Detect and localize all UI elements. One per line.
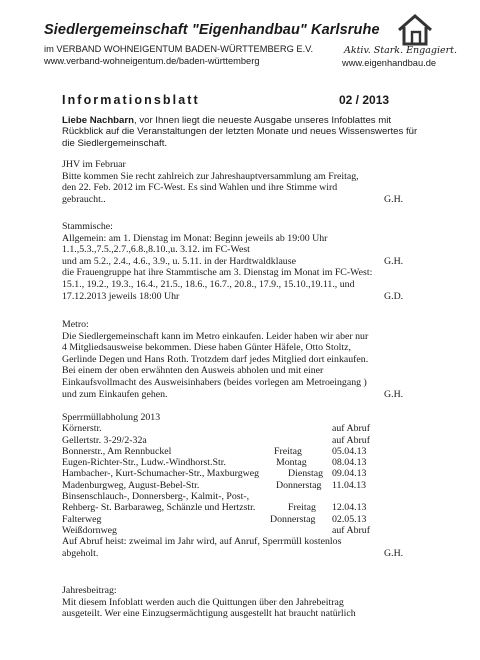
stamm-signature: G.D. — [384, 290, 404, 302]
jhv-signature: G.H. — [384, 193, 404, 205]
beitrag-heading: Jahresbeitrag: — [62, 585, 117, 596]
metro-line: und zum Einkaufen gehen. — [62, 388, 168, 400]
metro-line: 4 Mitgliedsausweise bekommen. Diese haben Günter Häfele, Otto Stoltz, — [62, 342, 351, 354]
jhv-line: den 22. Feb. 2012 im FC-West. Es sind Wahlen und ihre Stimme wird — [62, 182, 338, 194]
beitrag-line: ausgeteilt. Wer eine Einzugsermächtigung ausgestellt hat braucht natürlich — [62, 608, 356, 620]
sperr-date: 08.04.13 — [332, 457, 367, 469]
metro-heading: Metro: — [62, 319, 89, 330]
section-jahresbeitrag — [62, 585, 420, 620]
stamm-line: 15.1., 19.2., 19.3., 16.4., 21.5., 18.6., 16.7., 20.8., 17.9., 15.10.,19.11., und — [62, 278, 355, 290]
jhv-heading: JHV im Februar — [62, 159, 126, 170]
sperr-date: 11.04.13 — [332, 479, 367, 491]
sperr-date: 12.04.13 — [332, 502, 367, 514]
metro-signature: G.H. — [384, 388, 404, 400]
issue-number: 02 / 2013 — [339, 93, 390, 107]
verband-url[interactable]: www.verband-wohneigentum.de/baden-württemberg — [44, 56, 260, 66]
sperr-street: Falterweg — [62, 513, 102, 525]
sperr-heading: Sperrmüllabholung 2013 — [62, 412, 161, 423]
sperr-date: auf Abruf — [332, 423, 370, 435]
stamm-heading: Stammische: — [62, 221, 113, 232]
intro-greeting: Liebe Nachbarn — [62, 115, 134, 126]
sperr-note: Auf Abruf heist: zweimal im Jahr wird, auf Anruf, Sperrmüll kostenlos — [62, 536, 342, 548]
sperr-day: Montag — [276, 457, 307, 469]
sperr-note: abgeholt. — [62, 547, 99, 559]
intro-paragraph — [62, 115, 418, 149]
verband-line: im VERBAND WOHNEIGENTUM BADEN-WÜRTTEMBERG E.V. — [44, 44, 314, 54]
sperr-day: Freitag — [288, 502, 316, 514]
sperr-date: 09.04.13 — [332, 468, 367, 480]
metro-line: Bei einem der oben erwähnten den Ausweis abholen und mit einer — [62, 365, 324, 377]
sperr-street: Bonnerstr., Am Rennbuckel — [62, 445, 172, 457]
sperr-date: auf Abruf — [332, 524, 370, 536]
beitrag-line: Mit diesem Infoblatt werden auch die Quittungen über den Jahrebeitrag — [62, 596, 344, 608]
sperr-day: Freitag — [274, 445, 302, 457]
sperr-street: Rehberg- St. Barbaraweg, Schänzle und Hertzstr. — [62, 502, 256, 514]
section-jhv — [62, 159, 420, 205]
sperr-day: Dienstag — [288, 468, 323, 480]
page-title: Informationsblatt — [62, 93, 200, 107]
section-sperrmuell — [62, 412, 420, 559]
metro-line: Einkaufsvollmacht des Ausweisinhabers (beides vorlegen am Metroeingang ) — [62, 376, 367, 388]
sperr-date: 05.04.13 — [332, 445, 367, 457]
sperr-street: Weißdornweg — [62, 524, 117, 536]
stamm-line: die Frauengruppe hat ihre Stammtische am 3. Dienstag im Monat im FC-West: — [62, 267, 373, 279]
metro-line: Gerlinde Degen und Hans Roth. Trotzdem darf jedes Mitglied dort einkaufen. — [62, 353, 369, 365]
org-title: Siedlergemeinschaft "Eigenhandbau" Karlsruhe — [44, 22, 380, 38]
metro-line: Die Siedlergemeinschaft kann im Metro einkaufen. Leider haben wir aber nur — [62, 330, 369, 342]
jhv-line: Bitte kommen Sie recht zahlreich zur Jahreshauptversammlung am Freitag, — [62, 170, 359, 182]
sperr-street: Binsenschlauch-, Donnersberg-, Kalmit-, Post-, — [62, 491, 250, 503]
section-stammtische — [62, 221, 420, 302]
intro-text: , vor Ihnen liegt die neueste Ausgabe unseres Infoblattes mit Rückblick auf die Veranstaltungen der letzten Monate und neues Wissenswertes für die Siedlergemeinschaft. — [62, 115, 418, 149]
sperr-street: Hambacher-, Kurt-Schumacher-Str., Maxburgweg — [62, 468, 260, 480]
sperr-date: auf Abruf — [332, 434, 370, 446]
tagline: Aktiv. Stark. Engagiert. — [344, 45, 457, 56]
sperr-signature: G.H. — [384, 547, 404, 559]
sperr-day: Donnerstag — [270, 513, 316, 525]
sperr-street: Eugen-Richter-Str., Ludw.-Windhorst.Str. — [62, 457, 226, 469]
sperr-day: Donnerstag — [276, 479, 322, 491]
jhv-line: gebraucht.. — [62, 193, 106, 205]
sperr-street: Madenburgweg, August-Bebel-Str. — [62, 479, 200, 491]
house-icon — [395, 13, 435, 47]
site-url[interactable]: www.eigenhandbau.de — [342, 58, 437, 68]
sperr-date: 02.05.13 — [332, 513, 367, 525]
stamm-line: Allgemein: am 1. Dienstag im Monat: Beginn jeweils ab 19:00 Uhr — [62, 232, 328, 244]
section-metro — [62, 319, 420, 400]
sperr-street: Körnerstr. — [62, 423, 102, 435]
stamm-line: 17.12.2013 jeweils 18:00 Uhr — [62, 290, 180, 302]
stamm-line: und am 5.2., 2.4., 4.6., 3.9., u. 5.11. in der Hardtwaldklause — [62, 255, 296, 267]
stamm-line: 1.1.,5.3.,7.5.,2.7.,6.8.,8.10.,u. 3.12. im FC-West — [62, 244, 250, 256]
sperr-street: Gellertstr. 3-29/2-32a — [62, 434, 147, 446]
stamm-signature: G.H. — [384, 255, 404, 267]
